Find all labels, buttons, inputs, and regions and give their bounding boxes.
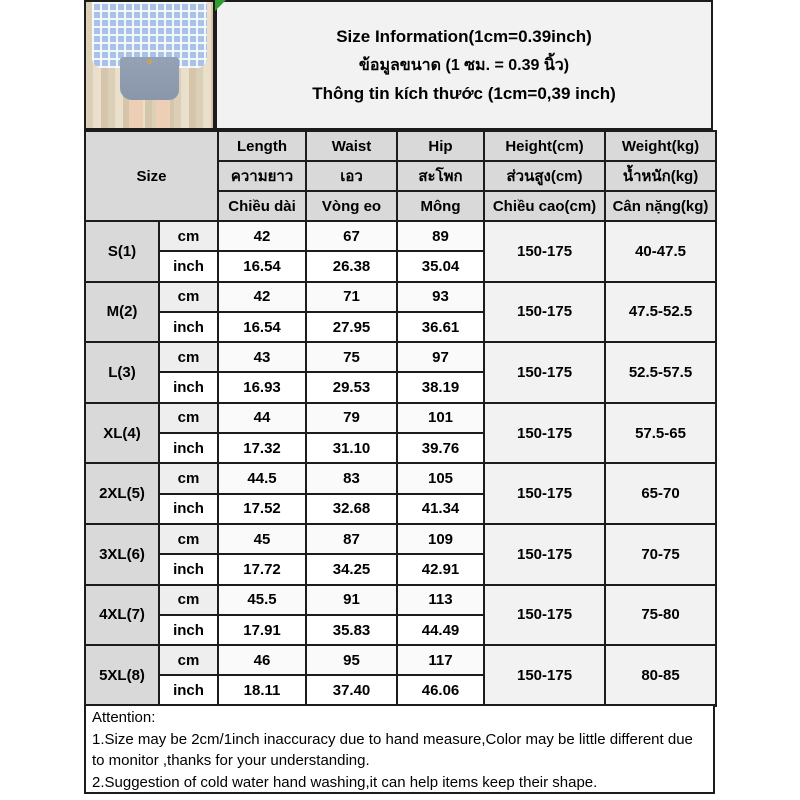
height-range: 150-175 xyxy=(484,524,605,585)
unit-label: cm xyxy=(159,463,218,493)
weight-range: 52.5-57.5 xyxy=(605,342,716,403)
measurement-value: 109 xyxy=(397,524,484,554)
unit-label: inch xyxy=(159,251,218,281)
measurement-value: 71 xyxy=(306,282,397,312)
measurement-value: 17.52 xyxy=(218,494,306,524)
measurement-value: 17.91 xyxy=(218,615,306,645)
height-range: 150-175 xyxy=(484,282,605,343)
measurement-value: 97 xyxy=(397,342,484,372)
measurement-value: 45 xyxy=(218,524,306,554)
col-header-weight-vi: Cân nặng(kg) xyxy=(605,191,716,221)
col-header-height-vi: Chiều cao(cm) xyxy=(484,191,605,221)
unit-label: cm xyxy=(159,342,218,372)
measurement-value: 36.61 xyxy=(397,312,484,342)
unit-label: cm xyxy=(159,645,218,675)
measurement-value: 29.53 xyxy=(306,372,397,402)
height-range: 150-175 xyxy=(484,221,605,282)
size-row-label: M(2) xyxy=(85,282,159,343)
measurement-value: 117 xyxy=(397,645,484,675)
measurement-value: 31.10 xyxy=(306,433,397,463)
measurement-value: 16.93 xyxy=(218,372,306,402)
weight-range: 75-80 xyxy=(605,585,716,646)
measurement-value: 44.5 xyxy=(218,463,306,493)
measurement-value: 67 xyxy=(306,221,397,251)
header-row-english xyxy=(85,131,716,161)
height-range: 150-175 xyxy=(484,645,605,706)
size-row-label: L(3) xyxy=(85,342,159,403)
measurement-value: 46 xyxy=(218,645,306,675)
height-range: 150-175 xyxy=(484,342,605,403)
size-row-label: 2XL(5) xyxy=(85,463,159,524)
measurement-value: 17.32 xyxy=(218,433,306,463)
unit-label: inch xyxy=(159,494,218,524)
unit-label: inch xyxy=(159,312,218,342)
size-row-label: S(1) xyxy=(85,221,159,282)
unit-label: inch xyxy=(159,675,218,705)
col-header-weight-th: น้ำหนัก(kg) xyxy=(605,161,716,191)
measurement-value: 18.11 xyxy=(218,675,306,705)
table-row xyxy=(85,221,716,251)
col-header-waist-vi: Vòng eo xyxy=(306,191,397,221)
table-row xyxy=(85,524,716,554)
unit-label: inch xyxy=(159,615,218,645)
measurement-value: 79 xyxy=(306,403,397,433)
measurement-value: 41.34 xyxy=(397,494,484,524)
measurement-value: 44.49 xyxy=(397,615,484,645)
title-english: Size Information(1cm=0.39inch) xyxy=(336,26,592,46)
weight-range: 70-75 xyxy=(605,524,716,585)
unit-label: cm xyxy=(159,403,218,433)
attention-note-2: 2.Suggestion of cold water hand washing,it can help items keep their shape. xyxy=(92,773,598,791)
unit-label: cm xyxy=(159,524,218,554)
green-corner-marker xyxy=(215,0,226,11)
col-header-waist-th: เอว xyxy=(306,161,397,191)
title-thai: ข้อมูลขนาด (1 ซม. = 0.39 นิ้ว) xyxy=(358,56,570,74)
col-header-hip-vi: Mông xyxy=(397,191,484,221)
attention-note-1: 1.Size may be 2cm/1inch inaccuracy due to hand measure,Color may be little different due to monitor ,thanks for your understanding. xyxy=(92,730,693,769)
measurement-value: 95 xyxy=(306,645,397,675)
col-header-length-vi: Chiều dài xyxy=(218,191,306,221)
table-row xyxy=(85,585,716,615)
col-header-waist: Waist xyxy=(306,131,397,161)
measurement-value: 16.54 xyxy=(218,251,306,281)
measurement-value: 113 xyxy=(397,585,484,615)
table-row xyxy=(85,463,716,493)
size-row-label: 3XL(6) xyxy=(85,524,159,585)
measurement-value: 45.5 xyxy=(218,585,306,615)
col-header-length: Length xyxy=(218,131,306,161)
title-vietnamese: Thông tin kích thước (1cm=0,39 inch) xyxy=(312,83,616,103)
measurement-value: 46.06 xyxy=(397,675,484,705)
unit-label: inch xyxy=(159,433,218,463)
attention-box xyxy=(84,704,715,794)
measurement-value: 93 xyxy=(397,282,484,312)
measurement-value: 35.83 xyxy=(306,615,397,645)
measurement-value: 27.95 xyxy=(306,312,397,342)
measurement-value: 105 xyxy=(397,463,484,493)
weight-range: 80-85 xyxy=(605,645,716,706)
size-table xyxy=(84,130,717,707)
weight-range: 65-70 xyxy=(605,463,716,524)
table-row xyxy=(85,645,716,675)
col-header-height-th: ส่วนสูง(cm) xyxy=(484,161,605,191)
title-panel xyxy=(215,0,713,130)
size-row-label: XL(4) xyxy=(85,403,159,464)
measurement-value: 83 xyxy=(306,463,397,493)
col-header-hip-th: สะโพก xyxy=(397,161,484,191)
col-header-hip: Hip xyxy=(397,131,484,161)
table-row xyxy=(85,282,716,312)
product-photo xyxy=(84,0,215,130)
measurement-value: 16.54 xyxy=(218,312,306,342)
unit-label: inch xyxy=(159,372,218,402)
size-row-label: 4XL(7) xyxy=(85,585,159,646)
unit-label: cm xyxy=(159,221,218,251)
measurement-value: 42 xyxy=(218,282,306,312)
measurement-value: 37.40 xyxy=(306,675,397,705)
measurement-value: 38.19 xyxy=(397,372,484,402)
measurement-value: 91 xyxy=(306,585,397,615)
measurement-value: 32.68 xyxy=(306,494,397,524)
weight-range: 57.5-65 xyxy=(605,403,716,464)
weight-range: 40-47.5 xyxy=(605,221,716,282)
col-header-height: Height(cm) xyxy=(484,131,605,161)
measurement-value: 35.04 xyxy=(397,251,484,281)
attention-heading: Attention: xyxy=(92,709,156,726)
measurement-value: 87 xyxy=(306,524,397,554)
unit-label: cm xyxy=(159,585,218,615)
height-range: 150-175 xyxy=(484,585,605,646)
leg-graphic xyxy=(156,100,170,128)
measurement-value: 42 xyxy=(218,221,306,251)
size-header-cell: Size xyxy=(85,131,218,221)
measurement-value: 42.91 xyxy=(397,554,484,584)
weight-range: 47.5-52.5 xyxy=(605,282,716,343)
measurement-value: 44 xyxy=(218,403,306,433)
leg-graphic xyxy=(129,100,143,128)
height-range: 150-175 xyxy=(484,403,605,464)
table-row xyxy=(85,342,716,372)
col-header-length-th: ความยาว xyxy=(218,161,306,191)
measurement-value: 39.76 xyxy=(397,433,484,463)
measurement-value: 101 xyxy=(397,403,484,433)
col-header-weight: Weight(kg) xyxy=(605,131,716,161)
height-range: 150-175 xyxy=(484,463,605,524)
measurement-value: 89 xyxy=(397,221,484,251)
unit-label: cm xyxy=(159,282,218,312)
unit-label: inch xyxy=(159,554,218,584)
table-row xyxy=(85,403,716,433)
measurement-value: 26.38 xyxy=(306,251,397,281)
measurement-value: 34.25 xyxy=(306,554,397,584)
measurement-value: 43 xyxy=(218,342,306,372)
size-row-label: 5XL(8) xyxy=(85,645,159,706)
measurement-value: 75 xyxy=(306,342,397,372)
measurement-value: 17.72 xyxy=(218,554,306,584)
